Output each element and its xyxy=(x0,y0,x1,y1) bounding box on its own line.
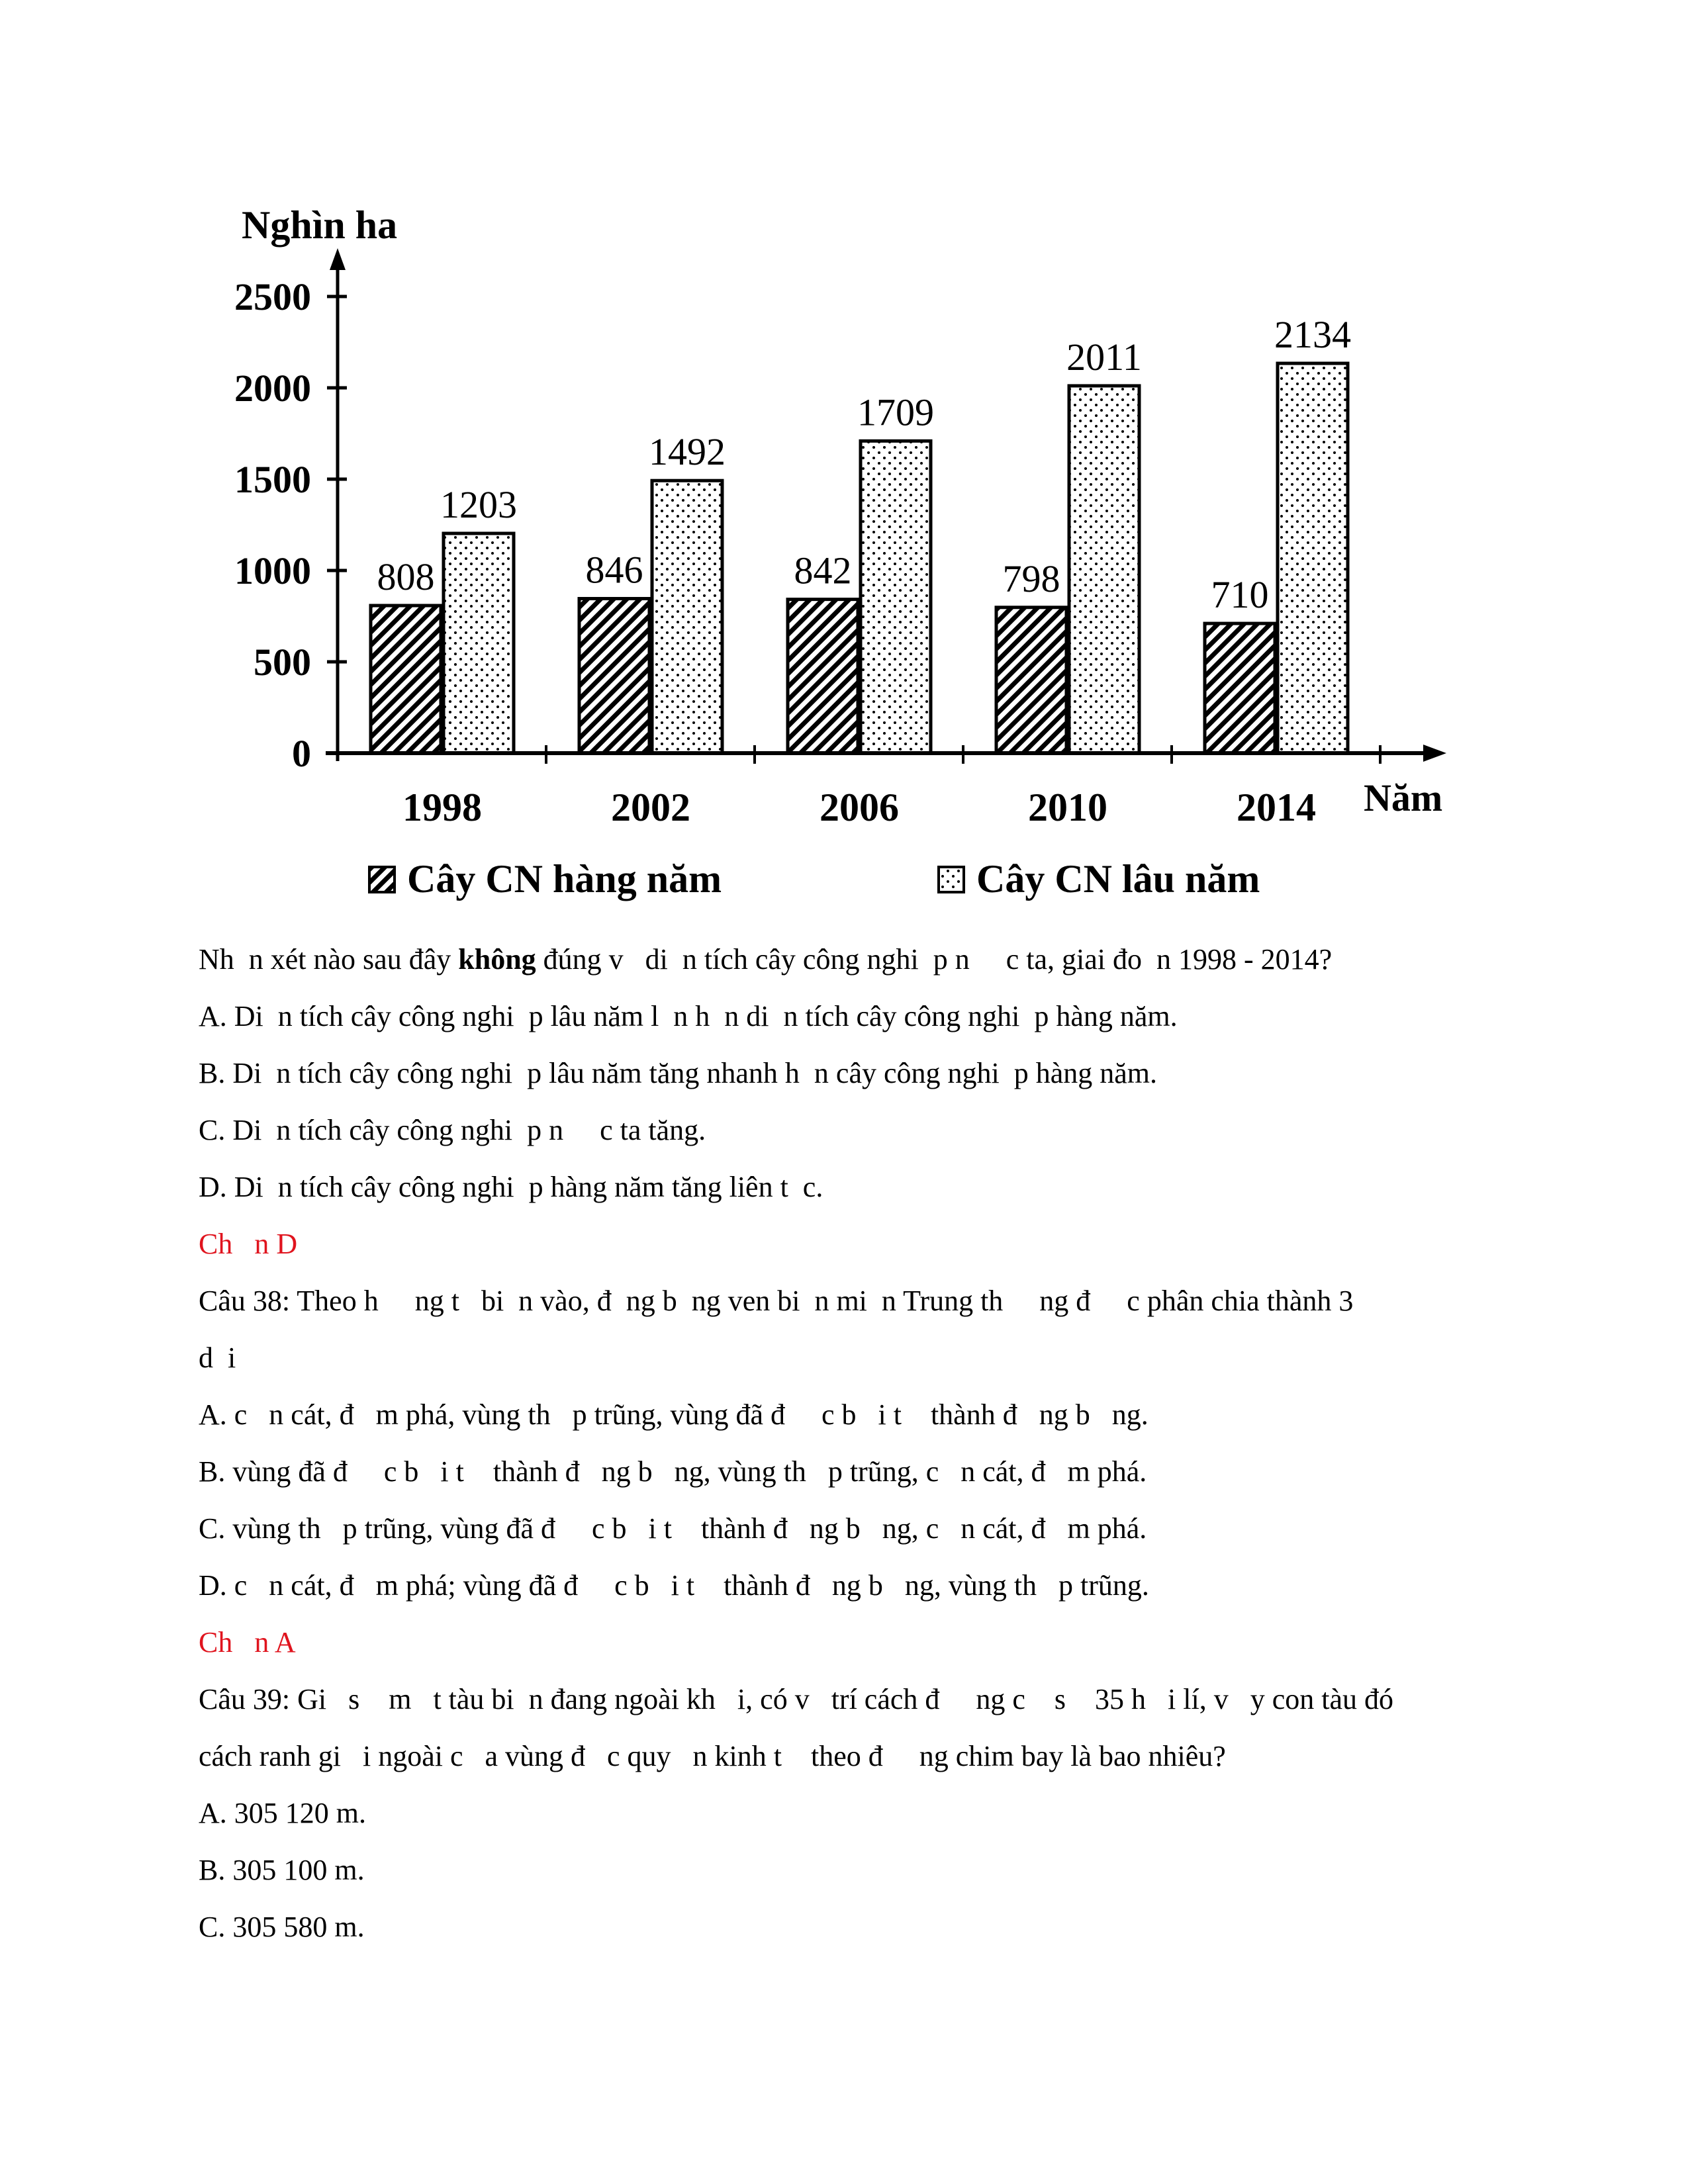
x-axis-arrow xyxy=(1423,745,1446,762)
legend-swatch-annual xyxy=(369,867,395,892)
bar-value-label-perennial: 1709 xyxy=(857,390,934,434)
bar-annual xyxy=(371,606,441,753)
y-tick-label: 0 xyxy=(292,732,311,775)
q37-option-a: A. Di n tích cây công nghi p lâu năm l n h n di n tích cây công nghi p hàng năm. xyxy=(199,1000,1178,1032)
q37-option-d: D. Di n tích cây công nghi p hàng năm tăng liên t c. xyxy=(199,1171,823,1203)
bar-value-label-perennial: 1492 xyxy=(649,430,726,474)
legend-label-annual: Cây CN hàng năm xyxy=(407,857,722,901)
bar-perennial xyxy=(861,441,931,753)
y-tick-label: 500 xyxy=(254,641,311,684)
bar-value-label-perennial: 2011 xyxy=(1066,335,1142,379)
q37-stem-emphasis: không xyxy=(458,943,536,976)
y-axis-arrow xyxy=(330,248,346,270)
question-38-stem-line2: d i xyxy=(199,1342,236,1374)
x-category-label: 2010 xyxy=(1028,786,1107,829)
q38-option-c: C. vùng th p trũng, vùng đã đ c b i t thành đ ng b ng, c n cát, đ m phá. xyxy=(199,1512,1147,1545)
q37-option-b: B. Di n tích cây công nghi p lâu năm tăng nhanh h n cây công nghi p hàng năm. xyxy=(199,1057,1158,1089)
bar-value-label-annual: 846 xyxy=(585,548,643,592)
bar-annual xyxy=(996,608,1066,753)
question-38-stem-line1: Câu 38: Theo h ng t bi n vào, đ ng b ng ven bi n mi n Trung th ng đ c phân chia thành 3 xyxy=(199,1285,1354,1317)
bar-value-label-perennial: 1203 xyxy=(440,482,517,526)
bar-value-label-annual: 798 xyxy=(1002,557,1060,600)
bar-annual xyxy=(579,599,649,753)
q38-option-b: B. vùng đã đ c b i t thành đ ng b ng, vùng th p trũng, c n cát, đ m phá. xyxy=(199,1455,1147,1488)
bar-perennial xyxy=(652,480,722,753)
y-tick-label: 1500 xyxy=(234,458,311,501)
q37-stem-part1: Nh n xét nào sau đây xyxy=(199,943,459,976)
legend xyxy=(369,857,1260,901)
q37-answer: Ch n D xyxy=(199,1228,298,1260)
x-category-label: 1998 xyxy=(402,786,482,829)
bar-perennial xyxy=(444,533,514,753)
legend-swatch-perennial xyxy=(939,867,964,892)
x-category-label: 2006 xyxy=(820,786,899,829)
q37-stem-part2: đúng v di n tích cây công nghi p n c ta, giai đo n 1998 - 2014? xyxy=(536,943,1333,976)
bar-perennial xyxy=(1069,386,1139,753)
question-39-stem-line2: cách ranh gi i ngoài c a vùng đ c quy n kinh t theo đ ng chim bay là bao nhiêu? xyxy=(199,1740,1226,1772)
legend-label-perennial: Cây CN lâu năm xyxy=(976,857,1260,901)
chart-figure xyxy=(199,185,1476,927)
q38-option-a: A. c n cát, đ m phá, vùng th p trũng, vùng đã đ c b i t thành đ ng b ng. xyxy=(199,1398,1149,1431)
x-category-label: 2014 xyxy=(1237,786,1316,829)
q39-option-c: C. 305 580 m. xyxy=(199,1911,365,1943)
q37-option-c: C. Di n tích cây công nghi p n c ta tăng. xyxy=(199,1114,706,1146)
q38-option-d: D. c n cát, đ m phá; vùng đã đ c b i t thành đ ng b ng, vùng th p trũng. xyxy=(199,1569,1149,1602)
x-category-label: 2002 xyxy=(611,786,690,829)
bar-value-label-annual: 808 xyxy=(377,555,435,598)
y-axis-title: Nghìn ha xyxy=(242,203,398,247)
y-tick-label: 1000 xyxy=(234,549,311,592)
bar-annual xyxy=(788,600,858,753)
q39-option-a: A. 305 120 m. xyxy=(199,1797,366,1829)
bar-annual xyxy=(1205,623,1275,753)
bar-value-label-annual: 710 xyxy=(1211,573,1269,617)
x-axis-title: Năm xyxy=(1364,776,1443,819)
question-37-stem xyxy=(199,940,1332,979)
bar-perennial xyxy=(1278,363,1348,753)
y-tick-label: 2500 xyxy=(234,275,311,318)
q38-answer: Ch n A xyxy=(199,1626,296,1659)
q39-option-b: B. 305 100 m. xyxy=(199,1854,365,1886)
bar-value-label-perennial: 2134 xyxy=(1274,313,1351,357)
bar-value-label-annual: 842 xyxy=(794,549,852,592)
y-tick-label: 2000 xyxy=(234,367,311,410)
question-39-stem-line1: Câu 39: Gi s m t tàu bi n đang ngoài kh i, có v trí cách đ ng c s 35 h i lí, v y con tàu đó xyxy=(199,1683,1393,1715)
